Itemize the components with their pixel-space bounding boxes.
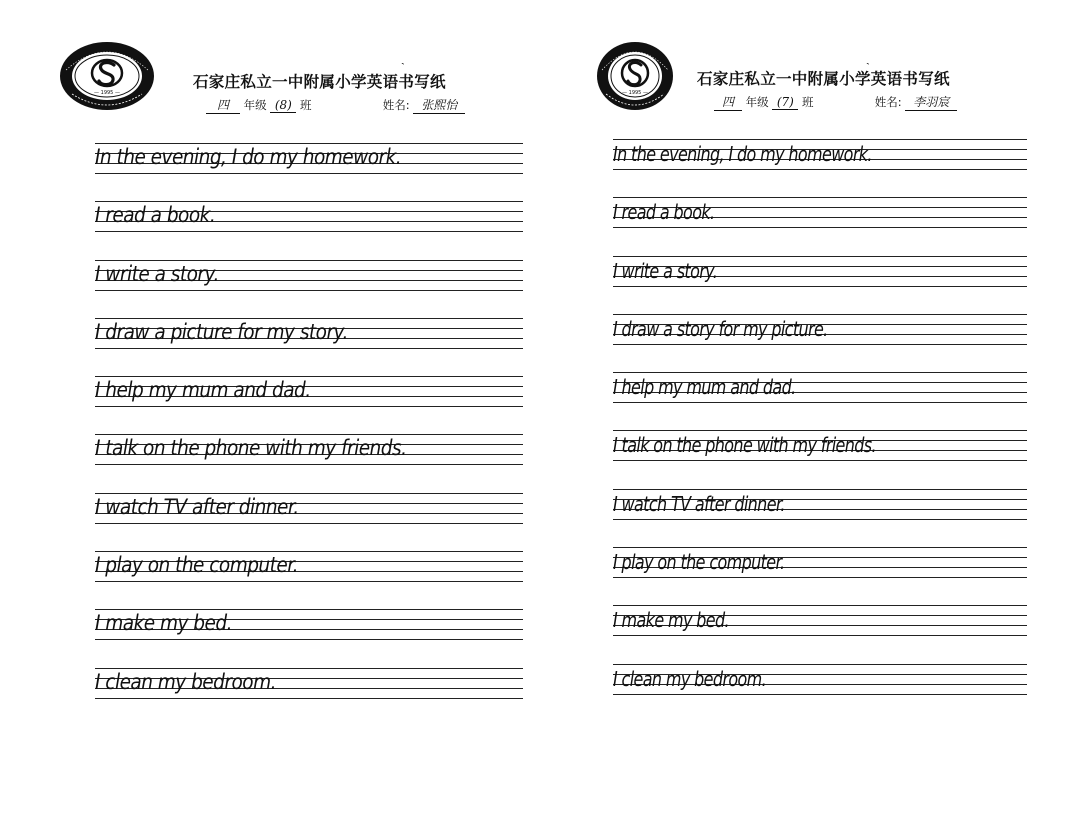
- writing-row: [613, 256, 1027, 314]
- sheet-title: 石家庄私立一中附属小学英语书写纸: [697, 69, 950, 88]
- check-mark: ˎ: [866, 52, 870, 65]
- handwritten-sentence: I clean my bedroom.: [613, 666, 767, 691]
- writing-row: [613, 547, 1027, 605]
- writing-row: [95, 318, 523, 376]
- handwritten-sentence: In the evening, I do my homework.: [95, 145, 402, 170]
- handwritten-sentence: I clean my bedroom.: [95, 669, 276, 695]
- writing-sheet-right: [540, 0, 1080, 827]
- writing-row: [95, 493, 523, 551]
- handwritten-sentence: I watch TV after dinner.: [613, 491, 785, 516]
- writing-row: [613, 489, 1027, 547]
- writing-row: [613, 430, 1027, 488]
- handwritten-sentence: I help my mum and dad.: [95, 378, 311, 404]
- writing-row: [95, 551, 523, 609]
- writing-row: [95, 201, 523, 259]
- handwriting-lines: [95, 143, 523, 726]
- class-label: 班: [299, 98, 312, 112]
- handwritten-sentence: I read a book.: [613, 200, 715, 225]
- handwritten-sentence: I help my mum and dad.: [613, 375, 796, 400]
- handwritten-sentence: I read a book.: [95, 203, 216, 229]
- writing-row: [613, 372, 1027, 430]
- name-label: 姓名:: [382, 98, 410, 112]
- class-value: (8): [270, 98, 296, 113]
- name-label: 姓名:: [874, 95, 902, 109]
- handwritten-sentence: I play on the computer.: [95, 553, 298, 579]
- writing-row: [95, 609, 523, 667]
- handwritten-sentence: I draw a picture for my story.: [95, 319, 348, 345]
- handwritten-sentence: I talk on the phone with my friends.: [95, 436, 407, 462]
- handwritten-sentence: In the evening, I do my homework.: [613, 142, 872, 166]
- student-info: [714, 93, 957, 111]
- check-mark: ˎ: [401, 52, 405, 65]
- handwritten-sentence: I write a story.: [613, 258, 718, 283]
- handwritten-sentence: I write a story.: [95, 261, 219, 287]
- writing-row: [95, 260, 523, 318]
- writing-row: [95, 668, 523, 726]
- writing-row: [613, 197, 1027, 255]
- writing-row: [613, 139, 1027, 197]
- grade-label: 年级: [745, 95, 769, 109]
- writing-row: [613, 664, 1027, 722]
- grade-label: 年级: [243, 98, 267, 112]
- student-info: [206, 96, 465, 114]
- writing-row: [613, 314, 1027, 372]
- handwritten-sentence: I play on the computer.: [613, 550, 785, 575]
- writing-row: [613, 605, 1027, 663]
- handwritten-sentence: I make my bed.: [613, 608, 729, 633]
- name-value: 李羽宸: [905, 93, 957, 111]
- class-label: 班: [801, 95, 814, 109]
- school-logo-icon: [58, 40, 156, 112]
- handwriting-lines: [613, 139, 1027, 722]
- handwritten-sentence: I talk on the phone with my friends.: [613, 433, 876, 458]
- writing-row: [95, 434, 523, 492]
- handwritten-sentence: I draw a story for my picture.: [613, 316, 828, 341]
- writing-row: [95, 143, 523, 201]
- grade-value: 四: [714, 93, 742, 111]
- name-value: 张熙怡: [413, 96, 465, 114]
- sheet-title: 石家庄私立一中附属小学英语书写纸: [193, 72, 446, 91]
- handwritten-sentence: I make my bed.: [95, 611, 232, 637]
- grade-value: 四: [206, 96, 240, 114]
- writing-row: [95, 376, 523, 434]
- school-logo-icon: [586, 40, 684, 112]
- svg-text:— 1995 —: — 1995 —: [94, 90, 120, 96]
- handwritten-sentence: I watch TV after dinner.: [95, 494, 299, 520]
- class-value: (7): [772, 95, 798, 110]
- svg-text:— 1995 —: — 1995 —: [622, 90, 648, 96]
